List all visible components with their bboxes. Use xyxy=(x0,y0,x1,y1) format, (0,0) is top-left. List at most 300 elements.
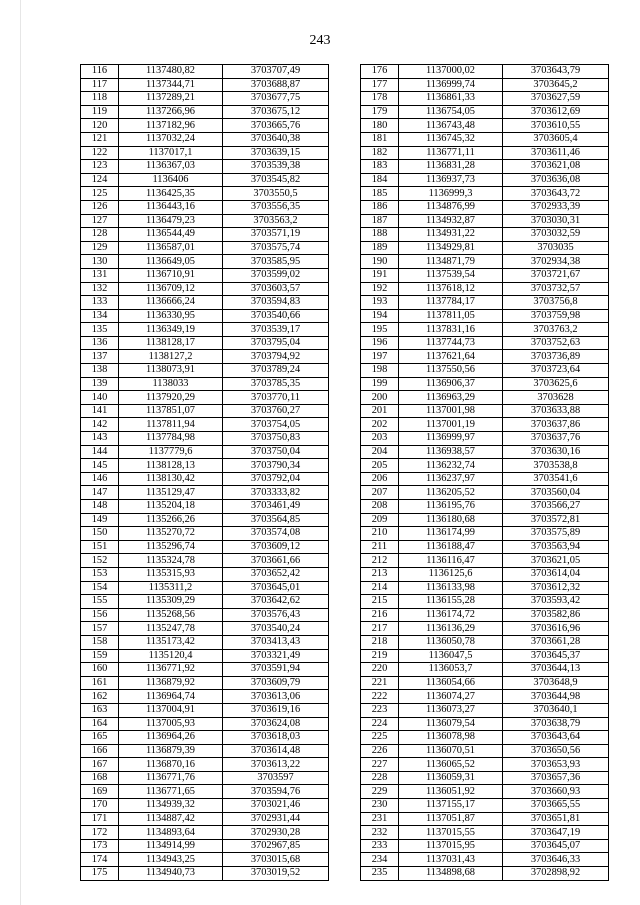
table-row xyxy=(361,65,609,79)
table-row xyxy=(81,567,329,581)
table-row xyxy=(81,268,329,282)
x-coordinate-cell: 1136232,74 xyxy=(399,459,503,473)
table-row xyxy=(361,703,609,717)
point-number-cell: 163 xyxy=(81,703,119,717)
y-coordinate-cell: 3702967,85 xyxy=(223,839,329,853)
table-row xyxy=(81,513,329,527)
point-number-cell: 216 xyxy=(361,608,399,622)
point-number-cell: 143 xyxy=(81,432,119,446)
x-coordinate-cell: 1135129,47 xyxy=(119,486,223,500)
y-coordinate-cell: 3703642,62 xyxy=(223,595,329,609)
table-row xyxy=(361,812,609,826)
y-coordinate-cell: 3703665,55 xyxy=(503,799,609,813)
y-coordinate-cell: 3703794,92 xyxy=(223,350,329,364)
point-number-cell: 170 xyxy=(81,799,119,813)
point-number-cell: 231 xyxy=(361,812,399,826)
y-coordinate-cell: 3703645,07 xyxy=(503,839,609,853)
point-number-cell: 205 xyxy=(361,459,399,473)
y-coordinate-cell: 3703645,37 xyxy=(503,649,609,663)
y-coordinate-cell: 3703677,75 xyxy=(223,92,329,106)
point-number-cell: 117 xyxy=(81,78,119,92)
x-coordinate-cell: 1137344,71 xyxy=(119,78,223,92)
point-number-cell: 191 xyxy=(361,268,399,282)
point-number-cell: 219 xyxy=(361,649,399,663)
point-number-cell: 208 xyxy=(361,500,399,514)
table-row xyxy=(81,663,329,677)
x-coordinate-cell: 1137744,73 xyxy=(399,336,503,350)
table-row xyxy=(361,282,609,296)
x-coordinate-cell: 1138128,17 xyxy=(119,336,223,350)
point-number-cell: 188 xyxy=(361,228,399,242)
y-coordinate-cell: 3703021,46 xyxy=(223,799,329,813)
y-coordinate-cell: 3703582,86 xyxy=(503,608,609,622)
x-coordinate-cell: 1136074,27 xyxy=(399,690,503,704)
point-number-cell: 212 xyxy=(361,554,399,568)
table-row xyxy=(361,459,609,473)
point-number-cell: 201 xyxy=(361,404,399,418)
coordinates-table-right xyxy=(360,64,609,881)
point-number-cell: 147 xyxy=(81,486,119,500)
point-number-cell: 200 xyxy=(361,391,399,405)
point-number-cell: 141 xyxy=(81,404,119,418)
point-number-cell: 213 xyxy=(361,567,399,581)
x-coordinate-cell: 1138033 xyxy=(119,377,223,391)
x-coordinate-cell: 1135296,74 xyxy=(119,540,223,554)
y-coordinate-cell: 3703614,48 xyxy=(223,744,329,758)
y-coordinate-cell: 3703770,11 xyxy=(223,391,329,405)
x-coordinate-cell: 1136078,98 xyxy=(399,731,503,745)
x-coordinate-cell: 1136743,48 xyxy=(399,119,503,133)
y-coordinate-cell: 3703563,94 xyxy=(503,540,609,554)
x-coordinate-cell: 1136133,98 xyxy=(399,581,503,595)
x-coordinate-cell: 1136999,3 xyxy=(399,187,503,201)
point-number-cell: 127 xyxy=(81,214,119,228)
y-coordinate-cell: 3703651,81 xyxy=(503,812,609,826)
y-coordinate-cell: 3703611,46 xyxy=(503,146,609,160)
y-coordinate-cell: 3703612,69 xyxy=(503,105,609,119)
point-number-cell: 193 xyxy=(361,296,399,310)
y-coordinate-cell: 3703540,66 xyxy=(223,309,329,323)
x-coordinate-cell: 1137182,96 xyxy=(119,119,223,133)
x-coordinate-cell: 1136963,29 xyxy=(399,391,503,405)
y-coordinate-cell: 3703750,83 xyxy=(223,432,329,446)
point-number-cell: 145 xyxy=(81,459,119,473)
y-coordinate-cell: 3703609,12 xyxy=(223,540,329,554)
table-row xyxy=(361,92,609,106)
point-number-cell: 140 xyxy=(81,391,119,405)
point-number-cell: 199 xyxy=(361,377,399,391)
table-row xyxy=(81,418,329,432)
point-number-cell: 217 xyxy=(361,622,399,636)
table-row xyxy=(361,581,609,595)
table-row xyxy=(361,78,609,92)
table-row xyxy=(81,350,329,364)
x-coordinate-cell: 1137000,02 xyxy=(399,65,503,79)
x-coordinate-cell: 1135324,78 xyxy=(119,554,223,568)
table-row xyxy=(81,744,329,758)
point-number-cell: 210 xyxy=(361,527,399,541)
table-row xyxy=(81,296,329,310)
y-coordinate-cell: 3703624,08 xyxy=(223,717,329,731)
point-number-cell: 179 xyxy=(361,105,399,119)
y-coordinate-cell: 3703657,36 xyxy=(503,771,609,785)
point-number-cell: 121 xyxy=(81,132,119,146)
table-row xyxy=(361,676,609,690)
y-coordinate-cell: 3703585,95 xyxy=(223,255,329,269)
point-number-cell: 222 xyxy=(361,690,399,704)
x-coordinate-cell: 1134932,87 xyxy=(399,214,503,228)
y-coordinate-cell: 3703413,43 xyxy=(223,635,329,649)
table-row xyxy=(81,228,329,242)
x-coordinate-cell: 1137621,64 xyxy=(399,350,503,364)
table-row xyxy=(361,567,609,581)
table-row xyxy=(81,622,329,636)
x-coordinate-cell: 1136938,57 xyxy=(399,445,503,459)
table-row xyxy=(361,867,609,881)
table-row xyxy=(81,500,329,514)
x-coordinate-cell: 1135266,26 xyxy=(119,513,223,527)
y-coordinate-cell: 3703616,96 xyxy=(503,622,609,636)
x-coordinate-cell: 1137784,17 xyxy=(399,296,503,310)
table-row xyxy=(81,132,329,146)
table-row xyxy=(81,839,329,853)
x-coordinate-cell: 1136879,92 xyxy=(119,676,223,690)
x-coordinate-cell: 1135309,29 xyxy=(119,595,223,609)
point-number-cell: 206 xyxy=(361,472,399,486)
point-number-cell: 235 xyxy=(361,867,399,881)
y-coordinate-cell: 3703636,08 xyxy=(503,173,609,187)
point-number-cell: 122 xyxy=(81,146,119,160)
table-row xyxy=(361,595,609,609)
x-coordinate-cell: 1136050,78 xyxy=(399,635,503,649)
table-row xyxy=(81,404,329,418)
x-coordinate-cell: 1137266,96 xyxy=(119,105,223,119)
table-row xyxy=(81,635,329,649)
y-coordinate-cell: 3703612,32 xyxy=(503,581,609,595)
point-number-cell: 132 xyxy=(81,282,119,296)
table-row xyxy=(361,839,609,853)
table-row xyxy=(361,554,609,568)
point-number-cell: 120 xyxy=(81,119,119,133)
point-number-cell: 123 xyxy=(81,160,119,174)
point-number-cell: 134 xyxy=(81,309,119,323)
y-coordinate-cell: 3702898,92 xyxy=(503,867,609,881)
table-row xyxy=(361,771,609,785)
table-row xyxy=(361,323,609,337)
point-number-cell: 130 xyxy=(81,255,119,269)
y-coordinate-cell: 3703576,43 xyxy=(223,608,329,622)
y-coordinate-cell: 3703795,04 xyxy=(223,336,329,350)
table-row xyxy=(361,296,609,310)
table-row xyxy=(81,527,329,541)
point-number-cell: 181 xyxy=(361,132,399,146)
point-number-cell: 150 xyxy=(81,527,119,541)
x-coordinate-cell: 1137001,98 xyxy=(399,404,503,418)
table-row xyxy=(81,282,329,296)
table-row xyxy=(81,595,329,609)
x-coordinate-cell: 1135311,2 xyxy=(119,581,223,595)
table-row xyxy=(81,323,329,337)
point-number-cell: 211 xyxy=(361,540,399,554)
y-coordinate-cell: 3703015,68 xyxy=(223,853,329,867)
point-number-cell: 177 xyxy=(361,78,399,92)
y-coordinate-cell: 3703754,05 xyxy=(223,418,329,432)
x-coordinate-cell: 1137015,95 xyxy=(399,839,503,853)
table-row xyxy=(361,717,609,731)
y-coordinate-cell: 3703789,24 xyxy=(223,364,329,378)
table-row xyxy=(361,853,609,867)
table-row xyxy=(81,309,329,323)
table-row xyxy=(81,731,329,745)
y-coordinate-cell: 3703539,38 xyxy=(223,160,329,174)
x-coordinate-cell: 1136195,76 xyxy=(399,500,503,514)
point-number-cell: 204 xyxy=(361,445,399,459)
table-row xyxy=(81,377,329,391)
coordinates-table-left xyxy=(80,64,329,881)
x-coordinate-cell: 1134914,99 xyxy=(119,839,223,853)
table-row xyxy=(361,119,609,133)
x-coordinate-cell: 1136136,29 xyxy=(399,622,503,636)
point-number-cell: 232 xyxy=(361,826,399,840)
x-coordinate-cell: 1136771,11 xyxy=(399,146,503,160)
x-coordinate-cell: 1136831,28 xyxy=(399,160,503,174)
point-number-cell: 185 xyxy=(361,187,399,201)
y-coordinate-cell: 3703599,02 xyxy=(223,268,329,282)
point-number-cell: 202 xyxy=(361,418,399,432)
table-row xyxy=(81,173,329,187)
x-coordinate-cell: 1136425,35 xyxy=(119,187,223,201)
x-coordinate-cell: 1137005,93 xyxy=(119,717,223,731)
x-coordinate-cell: 1136709,12 xyxy=(119,282,223,296)
table-row xyxy=(81,214,329,228)
y-coordinate-cell: 3703637,86 xyxy=(503,418,609,432)
y-coordinate-cell: 3703333,82 xyxy=(223,486,329,500)
y-coordinate-cell: 3703643,64 xyxy=(503,731,609,745)
point-number-cell: 156 xyxy=(81,608,119,622)
point-number-cell: 229 xyxy=(361,785,399,799)
point-number-cell: 166 xyxy=(81,744,119,758)
y-coordinate-cell: 3703591,94 xyxy=(223,663,329,677)
y-coordinate-cell: 3703560,04 xyxy=(503,486,609,500)
point-number-cell: 224 xyxy=(361,717,399,731)
table-row xyxy=(361,105,609,119)
table-row xyxy=(361,391,609,405)
x-coordinate-cell: 1136964,74 xyxy=(119,690,223,704)
y-coordinate-cell: 3703461,49 xyxy=(223,500,329,514)
x-coordinate-cell: 1134893,64 xyxy=(119,826,223,840)
point-number-cell: 148 xyxy=(81,500,119,514)
y-coordinate-cell: 3703609,79 xyxy=(223,676,329,690)
y-coordinate-cell: 3702934,38 xyxy=(503,255,609,269)
y-coordinate-cell: 3703572,81 xyxy=(503,513,609,527)
x-coordinate-cell: 1134929,81 xyxy=(399,241,503,255)
point-number-cell: 131 xyxy=(81,268,119,282)
y-coordinate-cell: 3703556,35 xyxy=(223,200,329,214)
y-coordinate-cell: 3703593,42 xyxy=(503,595,609,609)
y-coordinate-cell: 3703653,93 xyxy=(503,758,609,772)
point-number-cell: 178 xyxy=(361,92,399,106)
x-coordinate-cell: 1137031,43 xyxy=(399,853,503,867)
point-number-cell: 225 xyxy=(361,731,399,745)
table-row xyxy=(361,200,609,214)
table-row xyxy=(81,812,329,826)
x-coordinate-cell: 1136870,16 xyxy=(119,758,223,772)
y-coordinate-cell: 3703661,66 xyxy=(223,554,329,568)
y-coordinate-cell: 3703597 xyxy=(223,771,329,785)
y-coordinate-cell: 3703640,38 xyxy=(223,132,329,146)
point-number-cell: 162 xyxy=(81,690,119,704)
x-coordinate-cell: 1137017,1 xyxy=(119,146,223,160)
y-coordinate-cell: 3703647,19 xyxy=(503,826,609,840)
point-number-cell: 189 xyxy=(361,241,399,255)
y-coordinate-cell: 3703644,98 xyxy=(503,690,609,704)
x-coordinate-cell: 1137550,56 xyxy=(399,364,503,378)
y-coordinate-cell: 3703563,2 xyxy=(223,214,329,228)
x-coordinate-cell: 1136587,01 xyxy=(119,241,223,255)
x-coordinate-cell: 1135268,56 xyxy=(119,608,223,622)
y-coordinate-cell: 3703723,64 xyxy=(503,364,609,378)
table-row xyxy=(361,160,609,174)
table-row xyxy=(361,486,609,500)
y-coordinate-cell: 3703633,88 xyxy=(503,404,609,418)
point-number-cell: 233 xyxy=(361,839,399,853)
point-number-cell: 214 xyxy=(361,581,399,595)
y-coordinate-cell: 3703785,35 xyxy=(223,377,329,391)
x-coordinate-cell: 1136937,73 xyxy=(399,173,503,187)
point-number-cell: 126 xyxy=(81,200,119,214)
x-coordinate-cell: 1137779,6 xyxy=(119,445,223,459)
table-row xyxy=(81,119,329,133)
point-number-cell: 138 xyxy=(81,364,119,378)
y-coordinate-cell: 3703550,5 xyxy=(223,187,329,201)
table-row xyxy=(361,622,609,636)
x-coordinate-cell: 1136051,92 xyxy=(399,785,503,799)
y-coordinate-cell: 3703665,76 xyxy=(223,119,329,133)
y-coordinate-cell: 3703571,19 xyxy=(223,228,329,242)
point-number-cell: 176 xyxy=(361,65,399,79)
x-coordinate-cell: 1136367,03 xyxy=(119,160,223,174)
y-coordinate-cell: 3703575,74 xyxy=(223,241,329,255)
y-coordinate-cell: 3703648,9 xyxy=(503,676,609,690)
y-coordinate-cell: 3703621,08 xyxy=(503,160,609,174)
x-coordinate-cell: 1135315,93 xyxy=(119,567,223,581)
x-coordinate-cell: 1136059,31 xyxy=(399,771,503,785)
table-row xyxy=(81,799,329,813)
point-number-cell: 124 xyxy=(81,173,119,187)
table-row xyxy=(81,65,329,79)
y-coordinate-cell: 3703759,98 xyxy=(503,309,609,323)
y-coordinate-cell: 3703661,28 xyxy=(503,635,609,649)
x-coordinate-cell: 1135270,72 xyxy=(119,527,223,541)
point-number-cell: 171 xyxy=(81,812,119,826)
y-coordinate-cell: 3703637,76 xyxy=(503,432,609,446)
table-row xyxy=(361,336,609,350)
y-coordinate-cell: 3703539,17 xyxy=(223,323,329,337)
x-coordinate-cell: 1138128,13 xyxy=(119,459,223,473)
table-row xyxy=(81,200,329,214)
table-row xyxy=(361,758,609,772)
point-number-cell: 196 xyxy=(361,336,399,350)
point-number-cell: 136 xyxy=(81,336,119,350)
table-row xyxy=(81,78,329,92)
x-coordinate-cell: 1136053,7 xyxy=(399,663,503,677)
point-number-cell: 158 xyxy=(81,635,119,649)
point-number-cell: 182 xyxy=(361,146,399,160)
y-coordinate-cell: 3703032,59 xyxy=(503,228,609,242)
point-number-cell: 149 xyxy=(81,513,119,527)
point-number-cell: 227 xyxy=(361,758,399,772)
point-number-cell: 161 xyxy=(81,676,119,690)
page-margin-line xyxy=(20,0,21,905)
point-number-cell: 119 xyxy=(81,105,119,119)
x-coordinate-cell: 1137831,16 xyxy=(399,323,503,337)
table-row xyxy=(361,173,609,187)
x-coordinate-cell: 1136999,74 xyxy=(399,78,503,92)
x-coordinate-cell: 1136861,33 xyxy=(399,92,503,106)
x-coordinate-cell: 1134898,68 xyxy=(399,867,503,881)
point-number-cell: 129 xyxy=(81,241,119,255)
point-number-cell: 118 xyxy=(81,92,119,106)
table-row xyxy=(361,785,609,799)
point-number-cell: 221 xyxy=(361,676,399,690)
point-number-cell: 167 xyxy=(81,758,119,772)
x-coordinate-cell: 1137032,24 xyxy=(119,132,223,146)
point-number-cell: 230 xyxy=(361,799,399,813)
table-row xyxy=(361,744,609,758)
y-coordinate-cell: 3703760,27 xyxy=(223,404,329,418)
point-number-cell: 203 xyxy=(361,432,399,446)
x-coordinate-cell: 1136479,23 xyxy=(119,214,223,228)
y-coordinate-cell: 3702933,39 xyxy=(503,200,609,214)
y-coordinate-cell: 3703643,72 xyxy=(503,187,609,201)
y-coordinate-cell: 3703321,49 xyxy=(223,649,329,663)
table-row xyxy=(81,105,329,119)
y-coordinate-cell: 3703545,82 xyxy=(223,173,329,187)
point-number-cell: 169 xyxy=(81,785,119,799)
y-coordinate-cell: 3703619,16 xyxy=(223,703,329,717)
x-coordinate-cell: 1134931,22 xyxy=(399,228,503,242)
x-coordinate-cell: 1137618,12 xyxy=(399,282,503,296)
y-coordinate-cell: 3703643,79 xyxy=(503,65,609,79)
x-coordinate-cell: 1136065,52 xyxy=(399,758,503,772)
point-number-cell: 207 xyxy=(361,486,399,500)
table-row xyxy=(81,717,329,731)
point-number-cell: 139 xyxy=(81,377,119,391)
point-number-cell: 153 xyxy=(81,567,119,581)
point-number-cell: 173 xyxy=(81,839,119,853)
x-coordinate-cell: 1134943,25 xyxy=(119,853,223,867)
x-coordinate-cell: 1137004,91 xyxy=(119,703,223,717)
table-row xyxy=(361,540,609,554)
table-row xyxy=(81,187,329,201)
x-coordinate-cell: 1137480,82 xyxy=(119,65,223,79)
table-row xyxy=(361,500,609,514)
y-coordinate-cell: 3703630,16 xyxy=(503,445,609,459)
x-coordinate-cell: 1135247,78 xyxy=(119,622,223,636)
table-row xyxy=(361,445,609,459)
y-coordinate-cell: 3703736,89 xyxy=(503,350,609,364)
point-number-cell: 194 xyxy=(361,309,399,323)
point-number-cell: 172 xyxy=(81,826,119,840)
y-coordinate-cell: 3703625,6 xyxy=(503,377,609,391)
table-row xyxy=(81,554,329,568)
point-number-cell: 175 xyxy=(81,867,119,881)
x-coordinate-cell: 1135204,18 xyxy=(119,500,223,514)
x-coordinate-cell: 1134939,32 xyxy=(119,799,223,813)
y-coordinate-cell: 3702930,28 xyxy=(223,826,329,840)
y-coordinate-cell: 3703752,63 xyxy=(503,336,609,350)
table-row xyxy=(361,826,609,840)
